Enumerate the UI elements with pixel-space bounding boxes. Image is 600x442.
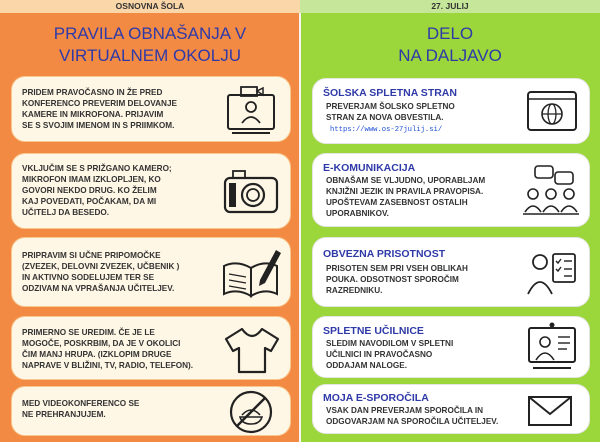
section-card-1 bbox=[312, 78, 590, 144]
right-title-line1: DELO bbox=[426, 24, 474, 43]
left-title bbox=[0, 23, 300, 67]
section-card-5 bbox=[312, 384, 590, 434]
school-date-strip bbox=[300, 0, 600, 13]
section-heading-5: MOJA E-SPOROČILA bbox=[323, 392, 429, 404]
envelope-icon bbox=[527, 394, 573, 428]
rule-card-1 bbox=[11, 76, 291, 142]
section-heading-4: SPLETNE UČILNICE bbox=[323, 325, 424, 337]
rule-card-5 bbox=[11, 386, 291, 436]
section-card-2 bbox=[312, 153, 590, 227]
rule-text-3: PRIPRAVIM SI UČNE PRIPOMOČKE (ZVEZEK, DELOVNI ZVEZEK, UČBENIK ) IN AKTIVNO SODELUJEM TER SE ODZIVAM NA VPRAŠANJA UČITELJEV. bbox=[22, 251, 180, 293]
left-title-line1: PRAVILA OBNAŠANJA V bbox=[53, 24, 247, 43]
no-food-icon bbox=[228, 389, 274, 435]
section-heading-3: OBVEZNA PRISOTNOST bbox=[323, 248, 446, 260]
rule-text-5: MED VIDEOKONFERENCO SE NE PREHRANJUJEM. bbox=[22, 399, 140, 419]
school-date: 27. JULIJ bbox=[431, 1, 469, 11]
rule-card-3 bbox=[11, 237, 291, 307]
person-checklist-icon bbox=[525, 246, 579, 300]
column-divider bbox=[299, 13, 301, 442]
rule-card-2 bbox=[11, 153, 291, 229]
section-heading-1: ŠOLSKA SPLETNA STRAN bbox=[323, 87, 457, 99]
section-text-4: SLEDIM NAVODILOM V SPLETNI UČILNICI IN PRAVOČASNO ODDAJAM NALOGE. bbox=[326, 339, 454, 370]
people-chat-icon bbox=[521, 164, 581, 218]
school-name-strip bbox=[0, 0, 300, 13]
tshirt-icon bbox=[224, 325, 280, 375]
left-title-line2: VIRTUALNEM OKOLJU bbox=[58, 46, 241, 65]
rule-text-1: PRIDEM PRAVOČASNO IN ŽE PRED KONFERENCO PREVERIM DELOVANJE KAMERE IN MIKROFONA. PRIJAVIM SE S SVOJIM IMENOM IN S PRIIMKOM. bbox=[22, 88, 177, 130]
rule-text-4: PRIMERNO SE UREDIM. ČE JE LE MOGOČE, POSKRBIM, DA JE V OKOLICI ČIM MANJ HRUPA. (IZKLOPIM DRUGE NAPRAVE V BLIŽINI, TV, RADIO, TELEFON). bbox=[22, 328, 194, 370]
right-title-line2: NA DALJAVO bbox=[398, 46, 502, 65]
camera-icon bbox=[222, 166, 280, 218]
school-name: OSNOVNA ŠOLA bbox=[115, 1, 185, 11]
globe-window-icon bbox=[525, 88, 579, 136]
section-text-3: PRISOTEN SEM PRI VSEH OBLIKAH POUKA. ODSOTNOST SPOROČIM RAZREDNIKU. bbox=[326, 264, 468, 295]
school-website-link[interactable]: https://www.os-27julij.si/ bbox=[330, 126, 443, 134]
section-card-4 bbox=[312, 316, 590, 378]
rule-card-4 bbox=[11, 316, 291, 380]
rule-text-2: VKLJUČIM SE S PRIŽGANO KAMERO; MIKROFON IMAM IZKLOPLJEN, KO GOVORI NEKDO DRUG. KO ŽELIM KAJ POVEDATI, POČAKAM, DA MI UČITELJ DA BESEDO. bbox=[22, 164, 172, 217]
video-presentation-icon bbox=[222, 83, 280, 137]
section-card-3 bbox=[312, 237, 590, 307]
section-text-5: VSAK DAN PREVERJAM SPOROČILA IN ODGOVARJAM NA SPOROČILA UČITELJEV. bbox=[326, 406, 499, 426]
section-heading-2: E-KOMUNIKACIJA bbox=[323, 162, 416, 174]
book-pen-icon bbox=[220, 244, 282, 302]
section-text-1: PREVERJAM ŠOLSKO SPLETNO STRAN ZA NOVA OBVESTILA. bbox=[326, 102, 455, 122]
right-title bbox=[300, 23, 600, 67]
section-text-2: OBNAŠAM SE VLJUDNO, UPORABLJAM KNJIŽNI JEZIK IN PRAVILA PRAVOPISA. UPOŠTEVAM ZASEBNOST OSTALIH UPORABNIKOV. bbox=[326, 176, 486, 218]
online-teacher-icon bbox=[523, 322, 581, 374]
